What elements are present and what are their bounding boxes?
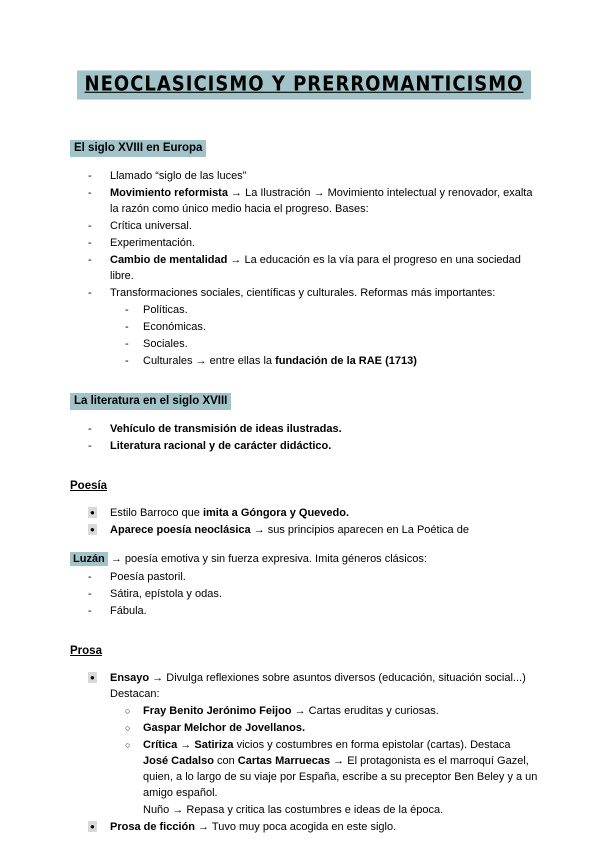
list-item-text bbox=[110, 603, 538, 619]
list-item-text bbox=[110, 252, 538, 284]
section-prosa bbox=[70, 641, 538, 835]
text-segment: Económicas. bbox=[143, 321, 206, 333]
subsection-heading-row bbox=[70, 476, 538, 494]
list-item bbox=[70, 438, 538, 454]
text-segment: → bbox=[177, 739, 195, 751]
list-item bbox=[70, 586, 538, 602]
text-segment: Cartas Marruecas bbox=[237, 755, 331, 767]
sub-list-item bbox=[70, 720, 538, 736]
text-segment: Experimentación. bbox=[110, 237, 195, 249]
text-segment: Crítica universal. bbox=[110, 220, 192, 232]
circle-bullet-icon: ○ bbox=[125, 706, 131, 716]
list-item-text bbox=[110, 438, 538, 454]
section-heading-row bbox=[70, 138, 538, 157]
list-item-text bbox=[143, 336, 538, 352]
text-segment: → sus principios aparecen en La Poética de bbox=[250, 524, 469, 536]
text-segment: Políticas. bbox=[143, 304, 188, 316]
list-item-text bbox=[110, 185, 538, 217]
text-segment: Fray Benito Jerónimo Feijoo bbox=[143, 705, 292, 717]
dash-bullet-icon: - bbox=[125, 355, 129, 367]
list-item-text bbox=[110, 569, 538, 585]
disc-bullet-icon: ● bbox=[90, 822, 95, 831]
list-item bbox=[70, 185, 538, 217]
text-segment: Estilo Barroco que bbox=[110, 507, 203, 519]
text-segment: Sociales. bbox=[143, 338, 188, 350]
text-segment: Fábula. bbox=[110, 605, 147, 617]
list-item bbox=[70, 522, 538, 538]
list-item-text bbox=[110, 586, 538, 602]
continuation-line bbox=[70, 802, 538, 818]
section-heading-literatura: La literatura en el siglo XVIII bbox=[70, 393, 231, 410]
list-item-text bbox=[143, 720, 538, 736]
text-segment: imita a Góngora y Quevedo. bbox=[202, 507, 350, 519]
sub-list-item bbox=[70, 353, 538, 369]
text-segment: Transformaciones sociales, científicas y culturales. Reformas más importantes: bbox=[110, 287, 496, 299]
sub-list-item bbox=[70, 319, 538, 335]
list-item-text bbox=[143, 703, 538, 719]
list-item-text bbox=[110, 421, 538, 437]
text-segment: vicios y costumbres en forma epistolar (cartas). Destaca bbox=[233, 739, 511, 751]
dash-bullet-icon: - bbox=[88, 423, 92, 435]
list-item bbox=[70, 670, 538, 702]
text-segment: Aparece poesía neoclásica bbox=[110, 524, 251, 536]
section-literatura bbox=[70, 391, 538, 454]
dash-bullet-icon: - bbox=[88, 254, 92, 266]
list-item bbox=[70, 819, 538, 835]
section-siglo-xviii bbox=[70, 138, 538, 369]
dash-bullet-icon: - bbox=[125, 304, 129, 316]
dash-bullet-icon: - bbox=[125, 338, 129, 350]
sub-list-item bbox=[70, 703, 538, 719]
text-segment: Poesía pastoril. bbox=[110, 571, 186, 583]
text-segment: Prosa de ficción bbox=[110, 821, 195, 833]
dash-bullet-icon: - bbox=[88, 187, 92, 199]
dash-bullet-icon: - bbox=[88, 237, 92, 249]
luzan-paragraph bbox=[70, 551, 538, 567]
subsection-heading-poesia: Poesía bbox=[70, 480, 108, 492]
text-segment: fundación de la RAE (1713) bbox=[275, 355, 417, 367]
document-title: NEOCLASICISMO Y PRERROMANTICISMO bbox=[77, 70, 532, 99]
list-item bbox=[70, 285, 538, 301]
disc-bullet-icon: ● bbox=[90, 673, 95, 682]
list-item-text bbox=[110, 218, 538, 234]
subsection-heading-prosa: Prosa bbox=[70, 645, 102, 657]
text-segment: Satiriza bbox=[194, 739, 234, 751]
sub-list-item bbox=[70, 302, 538, 318]
text-segment: José Cadalso bbox=[143, 755, 214, 767]
circle-bullet-icon: ○ bbox=[125, 740, 131, 750]
text-segment: → La Ilustración → Movimiento intelectual y renovador, exalta la razón como único medio hacia el progreso. Bases: bbox=[110, 187, 533, 215]
list-item-text bbox=[110, 235, 538, 251]
text-segment: Literatura racional y de carácter didáctico. bbox=[110, 440, 332, 452]
title-row bbox=[70, 72, 538, 98]
text-segment: → Tuvo muy poca acogida en este siglo. bbox=[194, 821, 397, 833]
text-segment: Sátira, epístola y odas. bbox=[110, 588, 222, 600]
dash-bullet-icon: - bbox=[88, 588, 92, 600]
text-segment: Cambio de mentalidad bbox=[110, 254, 228, 266]
dash-bullet-icon: - bbox=[88, 571, 92, 583]
dash-bullet-icon: - bbox=[88, 220, 92, 232]
list-item bbox=[70, 505, 538, 521]
section-poesia bbox=[70, 476, 538, 619]
dash-bullet-icon: - bbox=[88, 170, 92, 182]
dash-bullet-icon: - bbox=[88, 287, 92, 299]
text-segment: Vehículo de transmisión de ideas ilustradas. bbox=[110, 423, 342, 435]
list-item-text bbox=[143, 302, 538, 318]
text-segment: → El protagonista es el marroquí Gazel, quien, a lo largo de su viaje por España, escribe a su preceptor Ben Beley y a un amigo español. bbox=[143, 755, 538, 799]
text-segment: Llamado “siglo de las luces” bbox=[110, 170, 247, 182]
dash-bullet-icon: - bbox=[88, 605, 92, 617]
text-segment: Gaspar Melchor de Jovellanos. bbox=[143, 722, 306, 734]
list-item bbox=[70, 603, 538, 619]
circle-bullet-icon: ○ bbox=[125, 723, 131, 733]
list-item-text bbox=[143, 353, 538, 369]
list-item-text bbox=[110, 505, 538, 521]
text-segment: → Cartas eruditas y curiosas. bbox=[291, 705, 439, 717]
list-item bbox=[70, 235, 538, 251]
dash-bullet-icon: - bbox=[125, 321, 129, 333]
text-segment: Culturales → entre ellas la bbox=[143, 355, 276, 367]
list-item bbox=[70, 218, 538, 234]
text-segment: Crítica bbox=[143, 739, 178, 751]
list-item bbox=[70, 252, 538, 284]
text-segment: → Divulga reflexiones sobre asuntos diversos (educación, situación social...) Destacan: bbox=[110, 672, 526, 700]
list-item-text bbox=[110, 670, 538, 702]
list-item bbox=[70, 569, 538, 585]
disc-bullet-icon: ● bbox=[90, 525, 95, 534]
sub-list-item bbox=[70, 737, 538, 801]
dash-bullet-icon: - bbox=[88, 440, 92, 452]
list-item-text bbox=[143, 319, 538, 335]
sub-list-item bbox=[70, 336, 538, 352]
section-heading-row bbox=[70, 391, 538, 410]
text-segment: → poesía emotiva y sin fuerza expresiva. Imita géneros clásicos: bbox=[107, 553, 427, 565]
list-item-text bbox=[110, 522, 538, 538]
text-segment: con bbox=[213, 755, 238, 767]
disc-bullet-icon: ● bbox=[90, 508, 95, 517]
section-heading-siglo-xviii: El siglo XVIII en Europa bbox=[70, 140, 206, 157]
list-item bbox=[70, 168, 538, 184]
text-segment: Luzán bbox=[70, 552, 108, 566]
text-segment: → La educación es la vía para el progreso en una sociedad libre. bbox=[110, 254, 521, 282]
text-segment: Movimiento reformista bbox=[110, 187, 228, 199]
text-segment: Nuño → Repasa y critica las costumbres e ideas de la época. bbox=[143, 804, 444, 816]
list-item-text bbox=[110, 168, 538, 184]
list-item-text bbox=[110, 819, 538, 835]
list-item-text bbox=[110, 285, 538, 301]
list-item-text bbox=[143, 737, 538, 801]
text-segment: Ensayo bbox=[110, 672, 150, 684]
subsection-heading-row bbox=[70, 641, 538, 659]
list-item bbox=[70, 421, 538, 437]
